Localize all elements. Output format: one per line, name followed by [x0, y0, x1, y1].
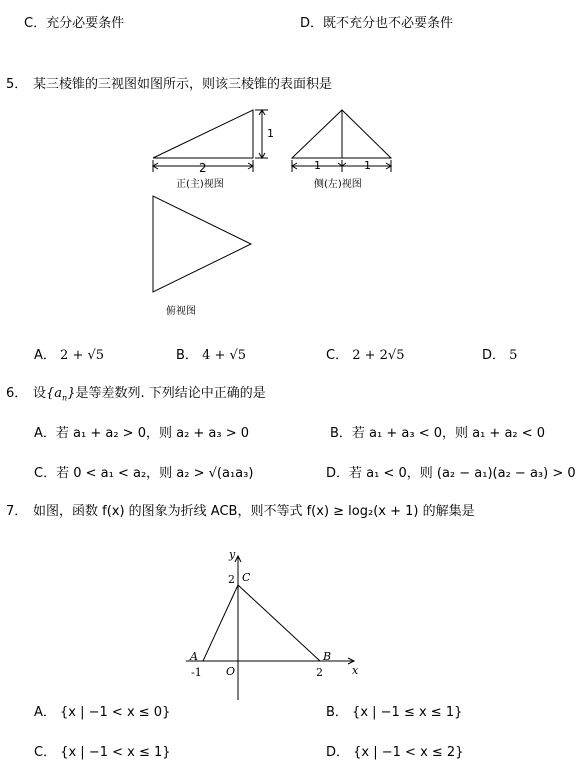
q4-option-c: C．充分必要条件	[24, 16, 125, 31]
y-axis-arrow	[235, 556, 241, 562]
side-view-triangle	[292, 110, 391, 158]
q6-option-d: D．若 a₁ < 0，则 (a₂ − a₁)(a₂ − a₃) > 0	[326, 466, 576, 481]
q5-option-a-prefix: A．	[34, 348, 56, 363]
graph-y-label: y	[229, 548, 236, 561]
graph-x-label: x	[352, 664, 359, 677]
q5-option-c-expr: 2 + 2√5	[352, 348, 405, 363]
q7-option-a: A． {x | −1 < x ≤ 0}	[34, 705, 171, 720]
q6-stem-close: }	[67, 386, 76, 401]
top-view-caption: 俯视图	[166, 306, 196, 317]
q7-option-d: D． {x | −1 < x ≤ 2}	[326, 745, 464, 760]
side-view-caption: 侧(左)视图	[314, 179, 362, 190]
q6-stem-post: 是等差数列. 下列结论中正确的是	[75, 386, 266, 401]
q6-stem	[33, 386, 266, 407]
q7-number: 7．	[6, 504, 28, 519]
q6-option-a: A．若 a₁ + a₂ > 0，则 a₂ + a₃ > 0	[34, 426, 250, 441]
graph-tick-2-x: 2	[316, 666, 323, 679]
q5-option-a	[34, 348, 104, 364]
q6-option-c: C．若 0 < a₁ < a₂，则 a₂ > √(a₁a₃)	[34, 466, 254, 481]
graph-tick-2-y: 2	[228, 573, 235, 586]
q5-option-b-prefix: B．	[176, 348, 198, 363]
front-view-caption: 正(主)视图	[176, 179, 224, 190]
graph-origin: O	[226, 665, 236, 678]
front-view-figure	[153, 110, 268, 172]
polyline-acb	[203, 585, 320, 661]
side-view-right-label: 1	[364, 159, 371, 172]
q5-option-b	[176, 348, 246, 364]
q4-option-d: D．既不充分也不必要条件	[300, 16, 454, 31]
q5-option-c	[326, 348, 404, 364]
graph-point-c: C	[242, 571, 251, 584]
q7-option-c: C． {x | −1 < x ≤ 1}	[34, 745, 171, 760]
q6-option-b: B．若 a₁ + a₃ < 0，则 a₁ + a₂ < 0	[330, 426, 546, 441]
q6-stem-seq: {a	[46, 386, 63, 401]
q6-stem-sub: n	[62, 393, 68, 403]
q7-option-b: B． {x | −1 ≤ x ≤ 1}	[326, 705, 463, 720]
front-view-width-label: 2	[199, 161, 207, 175]
top-view-triangle	[153, 196, 251, 292]
side-view-left-label: 1	[314, 159, 321, 172]
q5-option-d-expr: 5	[509, 348, 518, 363]
q5-stem: 某三棱锥的三视图如图所示，则该三棱锥的表面积是	[33, 77, 333, 92]
q5-option-b-expr: 4 + √5	[202, 348, 247, 363]
graph-tick-neg1: -1	[191, 666, 202, 679]
q7-stem: 如图，函数 f(x) 的图象为折线 ACB，则不等式 f(x) ≥ log₂(x + 1) 的解集是	[33, 504, 475, 519]
q6-number: 6．	[6, 386, 28, 401]
q5-number: 5．	[6, 77, 28, 92]
front-view-height-label: 1	[267, 127, 274, 140]
q5-option-d	[482, 348, 517, 364]
side-view-figure	[292, 110, 391, 172]
front-view-triangle	[153, 110, 253, 158]
q5-option-a-expr: 2 + √5	[60, 348, 105, 363]
graph-point-b: B	[323, 650, 332, 663]
q5-option-c-prefix: C．	[326, 348, 349, 363]
q6-stem-pre: 设	[33, 386, 47, 401]
graph-point-a: A	[190, 650, 198, 663]
q5-option-d-prefix: D．	[482, 348, 506, 363]
